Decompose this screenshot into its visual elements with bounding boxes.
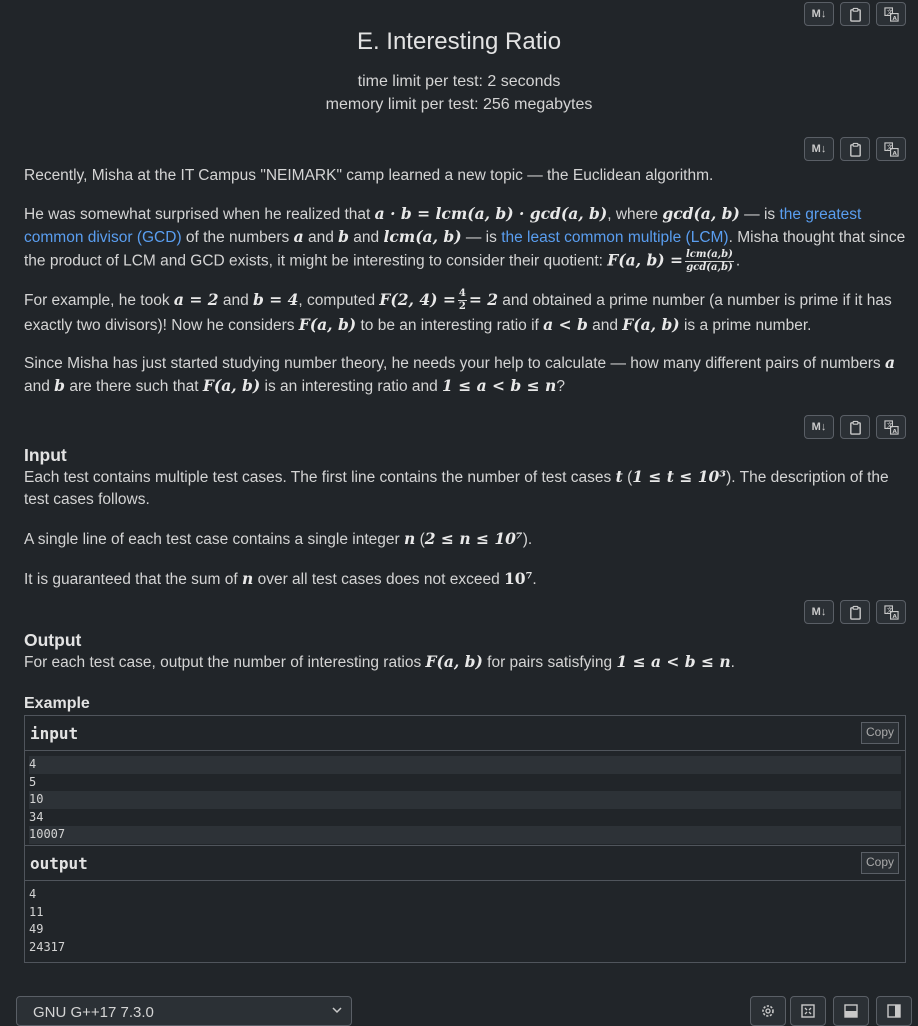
svg-text:A: A — [891, 15, 897, 22]
example-output-header — [25, 846, 905, 881]
translate-button[interactable] — [876, 137, 906, 161]
svg-text:A: A — [891, 150, 897, 157]
text: and — [349, 229, 384, 246]
text: . — [735, 252, 741, 270]
text: Since Misha has just started studying number theory, he needs your help to calculate — how many different pairs of numbers — [24, 355, 885, 373]
example-input-header — [25, 716, 905, 751]
output-line: 11 — [29, 904, 44, 919]
gear-icon — [760, 1003, 776, 1019]
math: a — [885, 353, 896, 373]
text: and — [303, 229, 339, 246]
fraction-numerator: lcm(a,b) — [686, 249, 733, 260]
translate-icon — [884, 420, 899, 435]
time-limit: time limit per test: 2 seconds — [357, 73, 561, 90]
markdown-button[interactable] — [804, 600, 834, 624]
text: . — [730, 654, 735, 671]
svg-text:A: A — [891, 613, 897, 620]
problem-header — [0, 28, 918, 116]
panel-right-icon — [886, 1003, 902, 1019]
input-paragraph-1 — [24, 466, 906, 511]
example-output-label: output — [30, 854, 88, 873]
example-input-label: input — [30, 724, 79, 743]
text: . — [532, 571, 537, 588]
input-line: 5 — [29, 774, 37, 789]
markdown-button[interactable] — [804, 415, 834, 439]
math: n — [242, 569, 254, 588]
problem-statement — [24, 165, 906, 398]
math: F(a, b) = — [607, 250, 683, 270]
clipboard-icon — [848, 605, 863, 620]
fraction — [685, 249, 734, 274]
translate-icon — [884, 142, 899, 157]
math: b — [338, 227, 349, 246]
text: and — [24, 378, 55, 396]
text: is an interesting ratio and — [260, 378, 443, 396]
svg-text:文: 文 — [886, 607, 892, 614]
text: are there such that — [65, 378, 203, 396]
input-toolbar — [804, 415, 906, 439]
translate-button[interactable] — [876, 415, 906, 439]
text: It is guaranteed that the sum of — [24, 571, 242, 588]
input-line: 10007 — [29, 826, 901, 844]
math: F(2, 4) = — [379, 290, 456, 309]
text: A single line of each test case contains a single integer — [24, 531, 404, 548]
input-specification — [24, 444, 906, 591]
text: Each test contains multiple test cases. The first line contains the number of test cases — [24, 469, 616, 486]
markdown-label: M↓ — [811, 143, 827, 155]
text: , computed — [298, 292, 380, 309]
math: F(a, b) — [202, 376, 261, 396]
svg-text:文: 文 — [886, 9, 892, 16]
text: ( — [415, 531, 425, 548]
markdown-label: M↓ — [811, 421, 827, 433]
statement-paragraph-4 — [24, 352, 906, 398]
memory-limit: memory limit per test: 256 megabytes — [325, 96, 593, 113]
text: . Misha thought that since the product of LCM and GCD exists, it might be interesting to consider their quotient: — [24, 229, 906, 270]
math: lcm(a, b) — [383, 227, 462, 246]
input-paragraph-2 — [24, 528, 906, 551]
text: , where — [607, 206, 663, 223]
math: = 2 — [468, 290, 498, 309]
text: over all test cases does not exceed — [253, 571, 505, 588]
example-title: Example — [24, 695, 90, 712]
math: a < b — [543, 315, 588, 335]
svg-text:文: 文 — [886, 144, 892, 151]
statement-paragraph-2 — [24, 203, 906, 274]
math: 2 ≤ n ≤ 10⁷ — [424, 529, 523, 548]
math: a = 2 — [173, 290, 219, 309]
markdown-button[interactable] — [804, 2, 834, 26]
text: For example, he took — [24, 292, 174, 309]
copy-input-button[interactable]: Copy — [861, 722, 899, 744]
text: and — [587, 317, 623, 335]
copy-output-button[interactable]: Copy — [861, 852, 899, 874]
statement-paragraph-1: Recently, Misha at the IT Campus "NEIMARK" camp learned a new topic — the Euclidean algorithm. — [24, 167, 714, 184]
gcd-link[interactable]: the greatest common divisor (GCD) — [24, 206, 862, 246]
copy-clipboard-button[interactable] — [840, 600, 870, 624]
math: F(a, b) — [425, 652, 483, 671]
text: — is — [461, 229, 502, 246]
fraction-denominator: gcd(a,b) — [686, 262, 733, 273]
markdown-label: M↓ — [811, 8, 827, 20]
math: 1 ≤ a < b ≤ n — [616, 652, 731, 671]
fraction-denominator: 2 — [458, 301, 466, 313]
statement-paragraph-3 — [24, 288, 906, 338]
example-heading — [24, 693, 906, 715]
example-output-lines — [25, 881, 905, 962]
legend-toolbar — [804, 137, 906, 161]
chevron-down-icon — [331, 1004, 343, 1016]
math: a — [293, 227, 304, 246]
bottom-bar — [0, 996, 918, 1022]
copy-clipboard-button[interactable] — [840, 2, 870, 26]
text: to be an interesting ratio if — [356, 317, 544, 335]
text: and — [218, 292, 254, 309]
problem-title: E. Interesting Ratio — [356, 28, 562, 55]
text: and obtained a prime number (a number is prime if it has exactly two divisors)! Now he considers — [24, 292, 892, 335]
math: F(a, b) — [622, 315, 680, 335]
markdown-label: M↓ — [811, 606, 827, 618]
output-line: 49 — [29, 922, 44, 936]
clipboard-icon — [848, 7, 863, 22]
text: — is — [739, 206, 780, 223]
math: b — [54, 376, 66, 396]
math: 10⁷ — [504, 569, 533, 588]
output-title: Output — [24, 630, 82, 650]
math: n — [404, 529, 416, 548]
copy-clipboard-button[interactable] — [840, 415, 870, 439]
math: gcd(a, b) — [662, 204, 740, 223]
fraction — [458, 288, 467, 313]
input-paragraph-3 — [24, 568, 906, 591]
text: ( — [622, 469, 633, 486]
language-select-value: GNU G++17 7.3.0 — [33, 1004, 154, 1021]
output-specification — [24, 629, 906, 674]
example-output-box — [24, 845, 906, 963]
math: t — [615, 467, 623, 486]
math: 1 ≤ a < b ≤ n — [442, 376, 557, 396]
translate-button[interactable] — [876, 600, 906, 624]
output-line: 24317 — [29, 939, 66, 954]
text: of the numbers — [181, 229, 294, 246]
svg-text:文: 文 — [886, 422, 892, 429]
statement-toolbar — [804, 2, 906, 26]
input-line: 4 — [29, 756, 901, 774]
math: F(a, b) — [298, 315, 357, 335]
lcm-link[interactable]: the least common multiple (LCM) — [501, 229, 729, 246]
text: ). — [522, 531, 533, 548]
example-input-box — [24, 715, 906, 851]
translate-icon — [884, 7, 899, 22]
markdown-button[interactable] — [804, 137, 834, 161]
input-title: Input — [24, 445, 67, 465]
fullscreen-icon — [800, 1003, 816, 1019]
text: ). The description of the test cases follows. — [24, 469, 889, 508]
clipboard-icon — [848, 142, 863, 157]
input-line: 10 — [29, 791, 901, 809]
output-line: 4 — [29, 887, 37, 901]
input-line: 34 — [29, 809, 44, 824]
translate-icon — [884, 605, 899, 620]
math: a · b = lcm(a, b) · gcd(a, b) — [374, 204, 608, 223]
translate-button[interactable] — [876, 2, 906, 26]
copy-clipboard-button[interactable] — [840, 137, 870, 161]
text: He was somewhat surprised when he realized that — [24, 206, 375, 223]
text: is a prime number. — [679, 317, 812, 335]
text: For each test case, output the number of interesting ratios — [24, 654, 426, 671]
output-toolbar — [804, 600, 906, 624]
fraction-numerator: 4 — [458, 288, 466, 300]
clipboard-icon — [848, 420, 863, 435]
math: 1 ≤ t ≤ 10³ — [632, 467, 727, 486]
panel-bottom-icon — [843, 1003, 859, 1019]
example-input-lines — [25, 751, 905, 850]
text: ? — [556, 378, 565, 396]
text: for pairs satisfying — [482, 654, 617, 671]
output-paragraph-1 — [24, 651, 906, 674]
svg-text:A: A — [891, 428, 897, 435]
math: b = 4 — [253, 290, 299, 309]
